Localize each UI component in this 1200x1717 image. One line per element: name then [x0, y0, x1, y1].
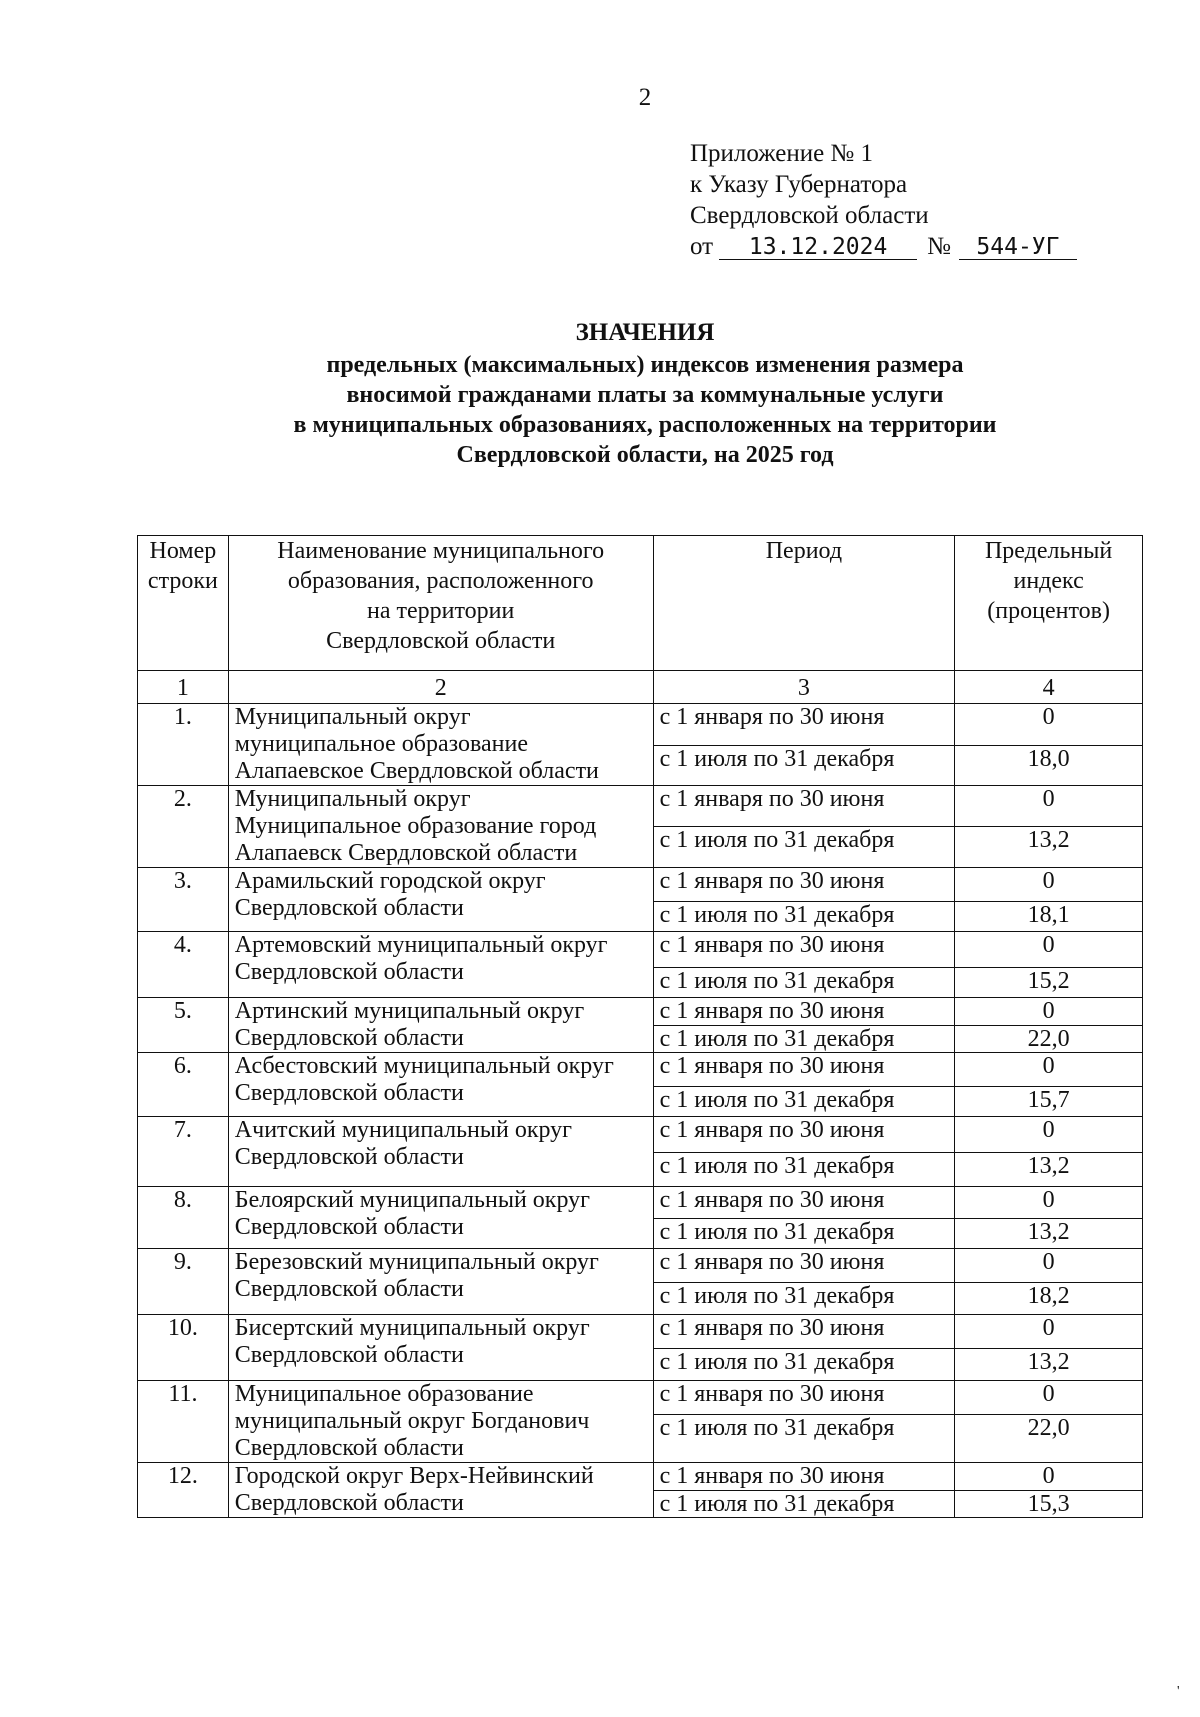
municipality-name [228, 1117, 653, 1187]
table-row [138, 1381, 1143, 1415]
index-second-half: 13,2 [955, 827, 1143, 868]
municipality-name [228, 1187, 653, 1249]
municipality-name-line: Асбестовский муниципальный округ [234, 1053, 614, 1079]
municipality-name-line: Свердловской области [234, 1276, 464, 1302]
period-first-half: с 1 января по 30 июня [653, 1117, 955, 1153]
index-second-half: 22,0 [955, 1414, 1143, 1462]
period-first-half: с 1 января по 30 июня [653, 1053, 955, 1087]
table-row [138, 1053, 1143, 1087]
title-line-2: вносимой гражданами платы за коммунальные услуги [346, 382, 944, 408]
index-first-half: 0 [955, 786, 1143, 827]
table-row [138, 868, 1143, 902]
period-second-half: с 1 июля по 31 декабря [653, 1414, 955, 1462]
municipality-name-line: Муниципальный округ [234, 704, 471, 730]
table-row [138, 932, 1143, 968]
title-main: ЗНАЧЕНИЯ [575, 319, 715, 346]
municipality-name-line: Ачитский муниципальный округ [234, 1117, 573, 1143]
index-first-half: 0 [955, 1249, 1143, 1283]
row-number: 9. [138, 1249, 229, 1315]
header-text: Период [765, 538, 843, 564]
row-number: 2. [138, 786, 229, 868]
period-first-half: с 1 января по 30 июня [653, 1315, 955, 1349]
header-text: (процентов) [987, 598, 1110, 624]
municipality-name [228, 1381, 653, 1463]
municipality-name [228, 1463, 653, 1518]
period-first-half: с 1 января по 30 июня [653, 932, 955, 968]
title-line-4: Свердловской области, на 2025 год [456, 442, 834, 468]
period-second-half: с 1 июля по 31 декабря [653, 1349, 955, 1381]
index-second-half: 15,7 [955, 1087, 1143, 1117]
period-first-half: с 1 января по 30 июня [653, 1463, 955, 1491]
municipality-name-line: Муниципальное образование город [234, 813, 597, 839]
decree-date: 13.12.2024 [719, 235, 917, 260]
period-second-half: с 1 июля по 31 декабря [653, 968, 955, 998]
appendix-block [690, 138, 1110, 262]
appendix-line-1: Приложение № 1 [690, 140, 874, 167]
row-number: 6. [138, 1053, 229, 1117]
municipality-name-line: Арамильский городской округ [234, 868, 546, 894]
index-first-half: 0 [955, 932, 1143, 968]
index-second-half: 18,1 [955, 902, 1143, 932]
column-number: 2 [228, 671, 653, 704]
period-first-half: с 1 января по 30 июня [653, 868, 955, 902]
municipality-name-line: Белоярский муниципальный округ [234, 1187, 590, 1213]
period-first-half: с 1 января по 30 июня [653, 1381, 955, 1415]
period-second-half: с 1 июля по 31 декабря [653, 827, 955, 868]
municipality-name-line: Муниципальный округ [234, 786, 471, 812]
period-second-half: с 1 июля по 31 декабря [653, 1283, 955, 1315]
page-number: 2 [638, 84, 652, 111]
period-second-half: с 1 июля по 31 декабря [653, 1219, 955, 1249]
period-second-half: с 1 июля по 31 декабря [653, 1153, 955, 1187]
column-number: 1 [138, 671, 229, 704]
title-line-1: предельных (максимальных) индексов изменения размера [326, 352, 964, 378]
header-text: Предельный [984, 538, 1113, 564]
table-body [138, 671, 1143, 1518]
index-second-half: 15,2 [955, 968, 1143, 998]
municipality-name-line: Свердловской области [234, 1214, 464, 1240]
municipality-name [228, 998, 653, 1053]
index-first-half: 0 [955, 1117, 1143, 1153]
header-municipality [228, 536, 653, 671]
document-title [230, 318, 1060, 470]
municipality-name-line: Свердловской области [234, 1435, 464, 1461]
table-row [138, 1249, 1143, 1283]
table-row [138, 998, 1143, 1026]
indices-table [137, 535, 1143, 1518]
index-second-half: 15,3 [955, 1490, 1143, 1518]
header-text: на территории [367, 598, 515, 624]
municipality-name [228, 1249, 653, 1315]
period-first-half: с 1 января по 30 июня [653, 998, 955, 1026]
header-text: индекс [1013, 568, 1084, 594]
index-second-half: 13,2 [955, 1153, 1143, 1187]
index-first-half: 0 [955, 868, 1143, 902]
period-first-half: с 1 января по 30 июня [653, 1187, 955, 1219]
table-header-row [138, 536, 1143, 671]
index-first-half: 0 [955, 1463, 1143, 1491]
municipality-name-line: Свердловской области [234, 895, 464, 921]
index-first-half: 0 [955, 1187, 1143, 1219]
index-first-half: 0 [955, 704, 1143, 746]
header-period [653, 536, 955, 671]
municipality-name-line: Артемовский муниципальный округ [234, 932, 608, 958]
index-second-half: 18,2 [955, 1283, 1143, 1315]
index-second-half: 22,0 [955, 1025, 1143, 1053]
municipality-name-line: Алапаевское Свердловской области [234, 758, 599, 784]
scan-mark: ' [1177, 1684, 1180, 1699]
appendix-line-4 [690, 231, 1110, 262]
municipality-name-line: Алапаевск Свердловской области [234, 840, 578, 866]
municipality-name [228, 932, 653, 998]
header-text: образования, расположенного [287, 568, 594, 594]
period-second-half: с 1 июля по 31 декабря [653, 1025, 955, 1053]
header-text: Наименование муниципального [277, 538, 605, 564]
municipality-name-line: Свердловской области [234, 1342, 464, 1368]
municipality-name-line: Городской округ Верх-Нейвинский [234, 1463, 594, 1489]
row-number: 11. [138, 1381, 229, 1463]
period-second-half: с 1 июля по 31 декабря [653, 1490, 955, 1518]
municipality-name-line: Свердловской области [234, 959, 464, 985]
period-first-half: с 1 января по 30 июня [653, 1249, 955, 1283]
table-row [138, 1187, 1143, 1219]
municipality-name-line: Свердловской области [234, 1490, 464, 1516]
municipality-name-line: Березовский муниципальный округ [234, 1249, 599, 1275]
period-first-half: с 1 января по 30 июня [653, 704, 955, 746]
municipality-name-line: муниципальное образование [234, 731, 528, 757]
decree-number: 544-УГ [959, 235, 1077, 260]
municipality-name-line: Муниципальное образование [234, 1381, 534, 1407]
header-row-number [138, 536, 229, 671]
row-number: 10. [138, 1315, 229, 1381]
row-number: 8. [138, 1187, 229, 1249]
table-row [138, 704, 1143, 746]
column-number: 4 [955, 671, 1143, 704]
index-second-half: 18,0 [955, 746, 1143, 786]
row-number: 4. [138, 932, 229, 998]
header-text: Свердловской области [326, 628, 556, 654]
index-second-half: 13,2 [955, 1349, 1143, 1381]
column-number-row [138, 671, 1143, 704]
row-number: 5. [138, 998, 229, 1053]
index-second-half: 13,2 [955, 1219, 1143, 1249]
title-line-3: в муниципальных образованиях, расположенных на территории [293, 412, 997, 438]
period-second-half: с 1 июля по 31 декабря [653, 746, 955, 786]
index-first-half: 0 [955, 998, 1143, 1026]
municipality-name [228, 1053, 653, 1117]
municipality-name [228, 1315, 653, 1381]
period-second-half: с 1 июля по 31 декабря [653, 1087, 955, 1117]
index-first-half: 0 [955, 1053, 1143, 1087]
period-first-half: с 1 января по 30 июня [653, 786, 955, 827]
row-number: 12. [138, 1463, 229, 1518]
municipality-name-line: Бисертский муниципальный округ [234, 1315, 590, 1341]
municipality-name-line: муниципальный округ Богданович [234, 1408, 590, 1434]
header-text: Номер [149, 538, 217, 564]
table-row [138, 1315, 1143, 1349]
municipality-name [228, 786, 653, 868]
header-index [955, 536, 1143, 671]
municipality-name-line: Свердловской области [234, 1080, 464, 1106]
index-first-half: 0 [955, 1315, 1143, 1349]
from-label: от [690, 233, 714, 260]
row-number: 1. [138, 704, 229, 786]
municipality-name-line: Свердловской области [234, 1025, 464, 1051]
column-number: 3 [653, 671, 955, 704]
municipality-name-line: Артинский муниципальный округ [234, 998, 585, 1024]
municipality-name-line: Свердловской области [234, 1144, 464, 1170]
municipality-name [228, 868, 653, 932]
row-number: 7. [138, 1117, 229, 1187]
period-second-half: с 1 июля по 31 декабря [653, 902, 955, 932]
index-first-half: 0 [955, 1381, 1143, 1415]
row-number: 3. [138, 868, 229, 932]
municipality-name [228, 704, 653, 786]
appendix-line-2: к Указу Губернатора [690, 171, 908, 198]
table-row [138, 786, 1143, 827]
number-label: № [927, 233, 951, 260]
appendix-line-3: Свердловской области [690, 202, 929, 229]
table-row [138, 1117, 1143, 1153]
table-row [138, 1463, 1143, 1491]
header-text: строки [147, 568, 218, 594]
